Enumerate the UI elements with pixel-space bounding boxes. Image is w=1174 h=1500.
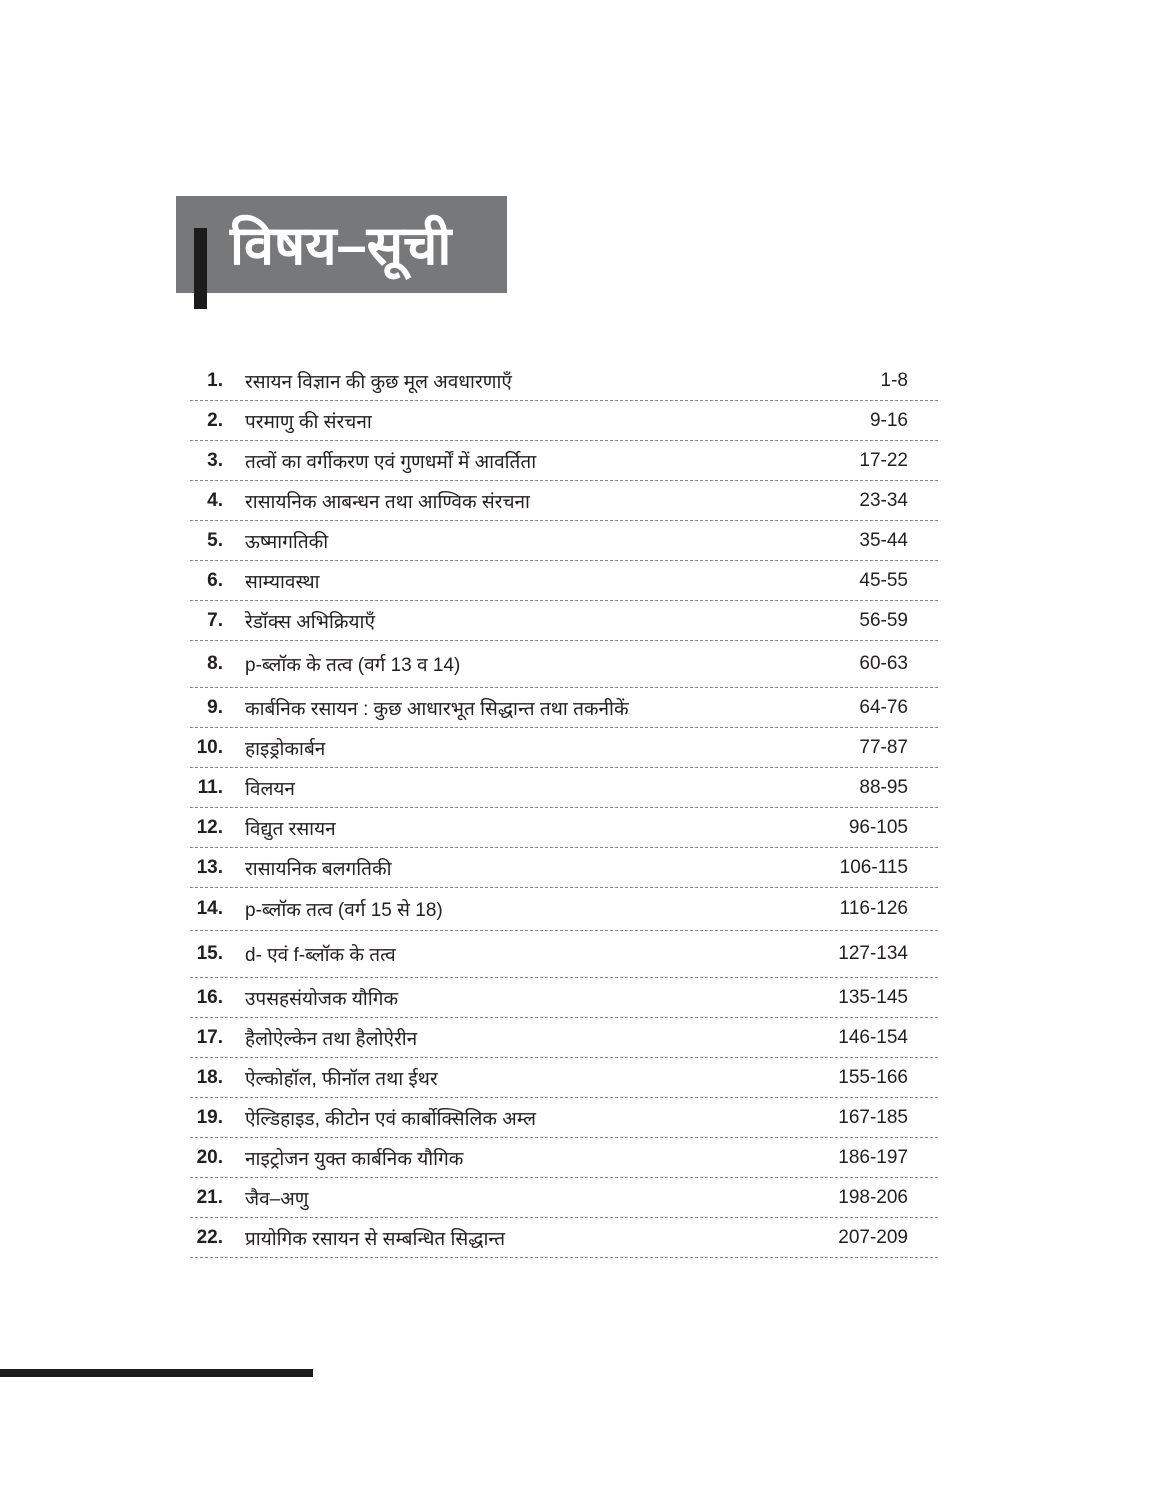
toc-entry-title: विलयन bbox=[245, 778, 295, 800]
toc-entry-title: p-ब्लॉक के तत्व (वर्ग 13 व 14) bbox=[245, 655, 461, 676]
toc-entry[interactable] bbox=[190, 1018, 938, 1058]
toc-entry[interactable] bbox=[190, 601, 938, 641]
toc-entry-pages: 88-95 bbox=[859, 776, 908, 798]
toc-entry-pages: 64-76 bbox=[859, 696, 908, 718]
toc-entry-number: 18. bbox=[196, 1066, 223, 1088]
toc-entry-title: उपसहसंयोजक यौगिक bbox=[245, 988, 399, 1010]
toc-entry-number: 19. bbox=[196, 1106, 223, 1128]
toc-entry-number: 13. bbox=[196, 856, 223, 878]
toc-entry[interactable] bbox=[190, 1058, 938, 1098]
toc-entry-title: प्रायोगिक रसायन से सम्बन्धित सिद्धान्त bbox=[245, 1228, 506, 1250]
toc-entry-title: कार्बनिक रसायन : कुछ आधारभूत सिद्धान्त तथा तकनीकें bbox=[245, 698, 629, 720]
title-accent-bar bbox=[194, 228, 207, 309]
toc-entry-number: 10. bbox=[196, 736, 223, 758]
toc-entry-number: 1. bbox=[207, 369, 223, 391]
toc-entry-title: रासायनिक बलगतिकी bbox=[245, 858, 392, 880]
toc-entry[interactable] bbox=[190, 978, 938, 1018]
toc-entry-title: जैव–अणु bbox=[245, 1188, 309, 1210]
toc-entry[interactable] bbox=[190, 688, 938, 728]
toc-entry-title: हैलोऐल्केन तथा हैलोऐरीन bbox=[245, 1028, 418, 1050]
toc-entry-number: 4. bbox=[207, 489, 223, 511]
toc-entry-pages: 186-197 bbox=[838, 1146, 908, 1168]
toc-entry[interactable] bbox=[190, 641, 938, 688]
toc-entry-title: हाइड्रोकार्बन bbox=[245, 738, 326, 760]
toc-entry-number: 15. bbox=[196, 943, 223, 964]
toc-entry-number: 6. bbox=[207, 569, 223, 591]
toc-entry-pages: 60-63 bbox=[859, 653, 908, 674]
toc-entry-title: तत्वों का वर्गीकरण एवं गुणधर्मों में आवर्तिता bbox=[245, 451, 537, 473]
footer-rule bbox=[0, 1369, 313, 1377]
toc-entry-pages: 96-105 bbox=[848, 816, 908, 838]
toc-entry[interactable] bbox=[190, 401, 938, 441]
toc-entry[interactable] bbox=[190, 1218, 938, 1258]
toc-entry[interactable] bbox=[190, 768, 938, 808]
toc-entry-pages: 207-209 bbox=[838, 1226, 908, 1248]
toc-entry-title: साम्यावस्था bbox=[245, 571, 320, 593]
toc-entry[interactable] bbox=[190, 888, 938, 931]
toc-entry-number: 12. bbox=[196, 816, 223, 838]
toc-entry-number: 3. bbox=[207, 449, 223, 471]
toc-entry-pages: 116-126 bbox=[839, 898, 908, 919]
toc-entry-number: 16. bbox=[196, 986, 223, 1008]
toc-entry-pages: 198-206 bbox=[838, 1186, 908, 1208]
toc-entry-pages: 155-166 bbox=[838, 1066, 908, 1088]
toc-entry-number: 8. bbox=[207, 653, 223, 674]
toc-entry-pages: 45-55 bbox=[859, 569, 908, 591]
toc-entry-pages: 106-115 bbox=[839, 856, 908, 878]
toc-entry-number: 7. bbox=[207, 609, 223, 631]
toc-entry-title: रेडॉक्स अभिक्रियाएँ bbox=[245, 611, 375, 633]
toc-entry-title: परमाणु की संरचना bbox=[245, 411, 372, 433]
toc-entry-number: 9. bbox=[207, 696, 223, 718]
toc-entry-number: 21. bbox=[196, 1186, 223, 1208]
toc-entry-pages: 1-8 bbox=[880, 369, 908, 391]
toc-entry[interactable] bbox=[190, 728, 938, 768]
toc-entry-number: 2. bbox=[207, 409, 223, 431]
toc-entry-pages: 167-185 bbox=[838, 1106, 908, 1128]
toc-entry[interactable] bbox=[190, 848, 938, 888]
toc-entry-pages: 135-145 bbox=[838, 986, 908, 1008]
table-of-contents bbox=[190, 361, 938, 1258]
toc-entry-pages: 127-134 bbox=[838, 943, 908, 964]
toc-entry[interactable] bbox=[190, 481, 938, 521]
toc-entry-pages: 9-16 bbox=[869, 409, 908, 431]
toc-entry[interactable] bbox=[190, 561, 938, 601]
toc-entry-title: p-ब्लॉक तत्व (वर्ग 15 से 18) bbox=[245, 900, 443, 921]
toc-entry-number: 5. bbox=[207, 529, 223, 551]
toc-entry[interactable] bbox=[190, 441, 938, 481]
toc-entry-number: 11. bbox=[197, 776, 223, 798]
toc-entry[interactable] bbox=[190, 1098, 938, 1138]
toc-entry-pages: 17-22 bbox=[859, 449, 908, 471]
toc-entry-title: ऐल्कोहॉल, फीनॉल तथा ईथर bbox=[245, 1068, 438, 1090]
toc-entry-number: 14. bbox=[196, 898, 223, 919]
toc-entry[interactable] bbox=[190, 1138, 938, 1178]
toc-entry[interactable] bbox=[190, 1178, 938, 1218]
toc-entry-title: नाइट्रोजन युक्त कार्बनिक यौगिक bbox=[245, 1148, 464, 1170]
toc-entry-number: 22. bbox=[196, 1226, 223, 1248]
toc-entry-pages: 23-34 bbox=[859, 489, 908, 511]
toc-entry-pages: 77-87 bbox=[859, 736, 908, 758]
toc-entry-pages: 35-44 bbox=[859, 529, 908, 551]
toc-entry-title: रासायनिक आबन्धन तथा आण्विक संरचना bbox=[245, 491, 530, 513]
toc-entry-title: विद्युत रसायन bbox=[245, 818, 336, 840]
toc-entry[interactable] bbox=[190, 931, 938, 978]
toc-entry[interactable] bbox=[190, 521, 938, 561]
toc-entry[interactable] bbox=[190, 361, 938, 401]
toc-entry[interactable] bbox=[190, 808, 938, 848]
toc-entry-title: ऊष्मागतिकी bbox=[245, 531, 329, 553]
toc-entry-pages: 146-154 bbox=[838, 1026, 908, 1048]
toc-entry-title: ऐल्डिहाइड, कीटोन एवं कार्बोक्सिलिक अम्ल bbox=[245, 1108, 536, 1130]
toc-entry-title: d- एवं f-ब्लॉक के तत्व bbox=[245, 945, 396, 966]
toc-entry-pages: 56-59 bbox=[859, 609, 908, 631]
page-title: विषय–सूची bbox=[230, 216, 452, 276]
toc-entry-number: 20. bbox=[196, 1146, 223, 1168]
toc-entry-number: 17. bbox=[196, 1026, 223, 1048]
toc-entry-title: रसायन विज्ञान की कुछ मूल अवधारणाएँ bbox=[245, 371, 512, 393]
